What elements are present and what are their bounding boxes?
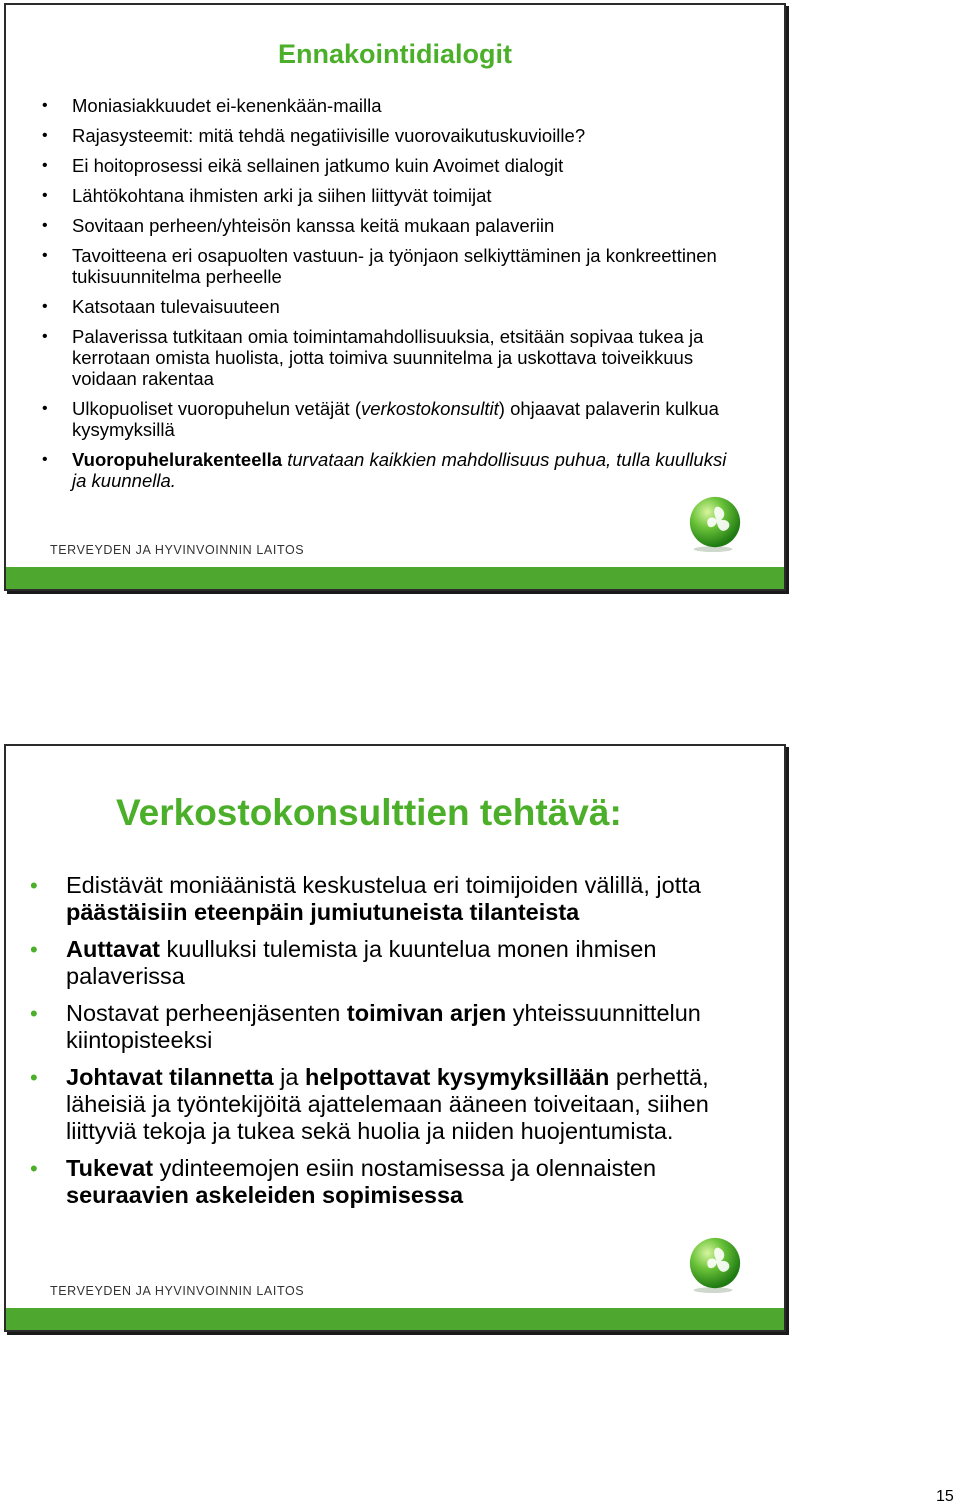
- bullet-text: Sovitaan perheen/yhteisön kanssa keitä mukaan palaveriin: [72, 215, 555, 236]
- bullet-text: Rajasysteemit: mitä tehdä negatiivisille vuorovaikutuskuvioille?: [72, 125, 586, 146]
- footer-bar: [6, 567, 784, 589]
- bullet-text: Vuoropuhelurakenteella: [72, 449, 283, 470]
- bullet-text: päästäisiin eteenpäin jumiutuneista tilanteista: [66, 899, 580, 925]
- slide-verkostokonsulttien-tehtava: [4, 744, 786, 1332]
- bullet-text: seuraavien askeleiden sopimisessa: [66, 1182, 464, 1208]
- thl-logo-orb-icon: [686, 495, 744, 553]
- bullet-item: [30, 1064, 730, 1145]
- bullet-item: [42, 326, 742, 389]
- footer-org-name: TERVEYDEN JA HYVINVOINNIN LAITOS: [50, 543, 305, 557]
- bullet-text: Ei hoitoprosessi eikä sellainen jatkumo kuin Avoimet dialogit: [72, 155, 564, 176]
- bullet-text: perhettä, läheisiä ja työntekijöitä ajattelemaan ääneen toiveitaan, siihen liittyviä tekoja ja tukea sekä huolia ja niiden huojentumista.: [66, 1064, 709, 1144]
- bullet-item: [42, 449, 742, 491]
- bullet-text: ydinteemojen esiin nostamisessa ja olennaisten: [153, 1155, 657, 1181]
- bullet-item: [30, 1000, 730, 1054]
- footer-org-name: TERVEYDEN JA HYVINVOINNIN LAITOS: [50, 1284, 305, 1298]
- bullet-text: Katsotaan tulevaisuuteen: [72, 296, 280, 317]
- bullet-text: Palaverissa tutkitaan omia toimintamahdollisuuksia, etsitään sopivaa tukea ja kerrotaan omista huolista, jotta toimiva suunnitelma ja uskottava toiveikkuus voidaan rakentaa: [72, 326, 704, 389]
- bullet-text: Edistävät moniäänistä keskustelua eri toimijoiden välillä, jotta: [66, 872, 701, 898]
- slide-ennakointidialogit: [4, 3, 786, 591]
- bullet-item: [42, 398, 742, 440]
- bullet-text: toimivan arjen: [346, 1000, 507, 1026]
- page-number: 15: [936, 1488, 954, 1505]
- footer-bar: [6, 1308, 784, 1330]
- bullet-item: [42, 125, 742, 146]
- bullet-text: Nostavat perheenjäsenten: [66, 1000, 347, 1026]
- bullet-text: Johtavat tilannetta: [66, 1064, 274, 1090]
- bullet-item: [42, 95, 742, 116]
- bullet-text: Lähtökohtana ihmisten arki ja siihen liittyvät toimijat: [72, 185, 492, 206]
- bullet-text: helpottavat kysymyksillään: [304, 1064, 610, 1090]
- bullet-text: ) ohjaavat palaverin kulkua kysymyksillä: [72, 398, 719, 440]
- bullet-list: [30, 872, 730, 1219]
- thl-logo-orb-icon: [686, 1236, 744, 1294]
- bullet-item: [42, 296, 742, 317]
- bullet-text: kuulluksi tulemista ja kuuntelua monen ihmisen palaverissa: [66, 936, 657, 989]
- bullet-item: [42, 155, 742, 176]
- bullet-text: Tavoitteena eri osapuolten vastuun- ja työnjaon selkiyttäminen ja konkreettinen tukisuunnitelma perheelle: [72, 245, 717, 287]
- bullet-item: [30, 936, 730, 990]
- bullet-text: ja: [273, 1064, 305, 1090]
- bullet-text: Tukevat: [66, 1155, 154, 1181]
- bullet-item: [42, 215, 742, 236]
- bullet-text: yhteissuunnittelun kiintopisteeksi: [66, 1000, 701, 1053]
- bullet-list: [42, 95, 742, 500]
- bullet-text: turvataan kaikkien mahdollisuus puhua, tulla kuulluksi ja kuunnella.: [72, 449, 727, 491]
- slide-title: Ennakointidialogit: [278, 39, 512, 69]
- bullet-item: [42, 245, 742, 287]
- bullet-text: Moniasiakkuudet ei-kenenkään-mailla: [72, 95, 382, 116]
- bullet-item: [42, 185, 742, 206]
- bullet-item: [30, 872, 730, 926]
- bullet-text: Ulkopuoliset vuoropuhelun vetäjät (: [72, 398, 361, 419]
- bullet-text: Auttavat: [66, 936, 161, 962]
- slide-title: Verkostokonsulttien tehtävä:: [116, 792, 622, 833]
- bullet-item: [30, 1155, 730, 1209]
- bullet-text: verkostokonsultit: [360, 398, 499, 419]
